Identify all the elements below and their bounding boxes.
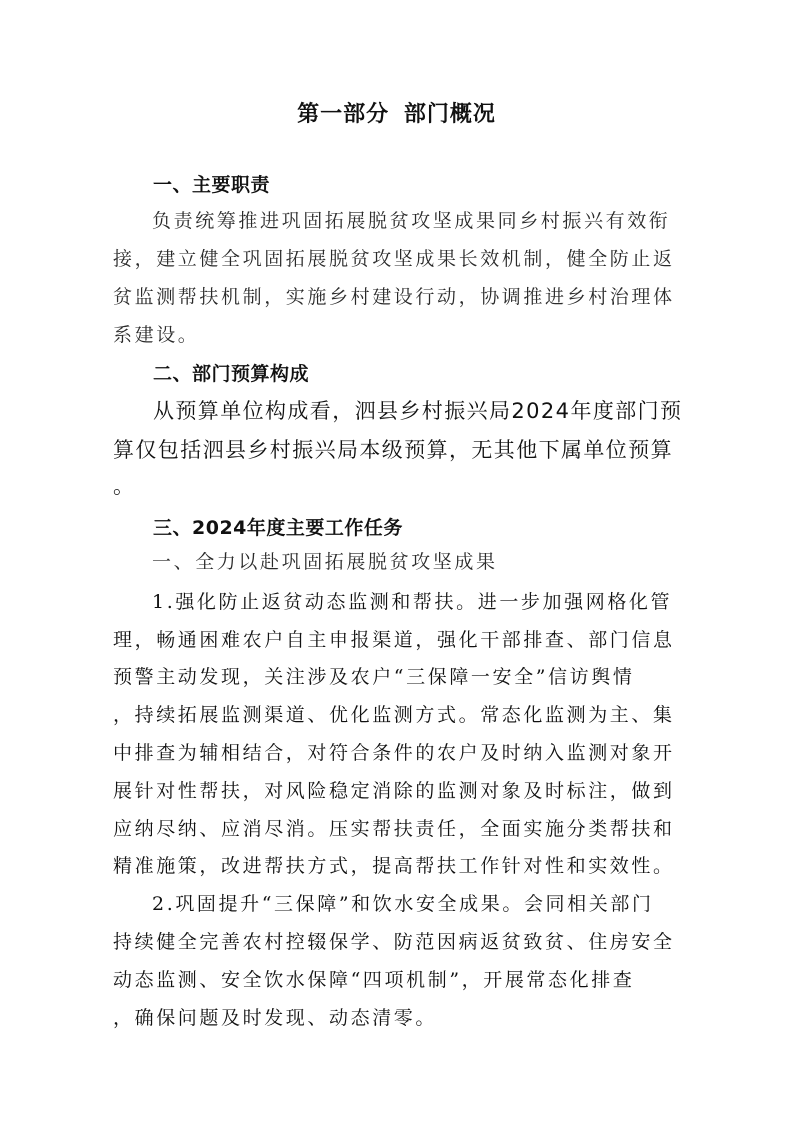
paragraph-line: 中排查为辅相结合，对符合条件的农户及时纳入监测对象开 [113,742,675,764]
paragraph-line: 展针对性帮扶，对风险稳定消除的监测对象及时标注，做到 [113,780,675,802]
paragraph-line: 负责统筹推进巩固拓展脱贫攻坚成果同乡村振兴有效衔 [152,210,671,232]
paragraph-line: ，持续拓展监测渠道、优化监测方式。常态化监测为主、集 [113,704,675,726]
paragraph-line: 理，畅通困难农户自主申报渠道，强化干部排查、部门信息 [113,629,675,651]
section-heading-tasks: 三、2024年度主要工作任务 [153,517,403,539]
paragraph-line: 持续健全完善农村控辍保学、防范因病返贫致贫、住房安全 [113,931,675,953]
paragraph-line: 应纳尽纳、应消尽消。压实帮扶责任，全面实施分类帮扶和 [113,818,675,840]
paragraph-line: 动态监测、安全饮水保障“四项机制”，开展常态化排查 [113,969,635,991]
paragraph-line: 预警主动发现，关注涉及农户“三保障一安全”信访舆情 [113,666,635,688]
paragraph-line: 算仅包括泗县乡村振兴局本级预算，无其他下属单位预算 [113,438,673,462]
paragraph-line: 从预算单位构成看，泗县乡村振兴局2024年度部门预 [153,399,683,423]
section-heading-duties: 一、主要职责 [153,174,271,196]
paragraph-line: 。 [113,474,136,498]
paragraph-line: 精准施策，改进帮扶方式，提高帮扶工作针对性和实效性。 [113,855,675,877]
paragraph-line: 系建设。 [113,324,200,346]
paragraph-line: 贫监测帮扶机制，实施乡村建设行动，协调推进乡村治理体 [113,286,675,308]
paragraph-line: ，确保问题及时发现、动态清零。 [113,1007,438,1029]
paragraph-line: 接，建立健全巩固拓展脱贫攻坚成果长效机制，健全防止返 [113,248,675,270]
page-title: 第一部分 部门概况 [297,102,496,127]
subheading: 一、全力以赴巩固拓展脱贫攻坚成果 [152,551,498,573]
paragraph-line: 1.强化防止返贫动态监测和帮扶。进一步加强网格化管 [152,591,673,613]
section-heading-budget: 二、部门预算构成 [153,363,310,385]
paragraph-line: 2.巩固提升“三保障”和饮水安全成果。会同相关部门 [152,893,654,915]
